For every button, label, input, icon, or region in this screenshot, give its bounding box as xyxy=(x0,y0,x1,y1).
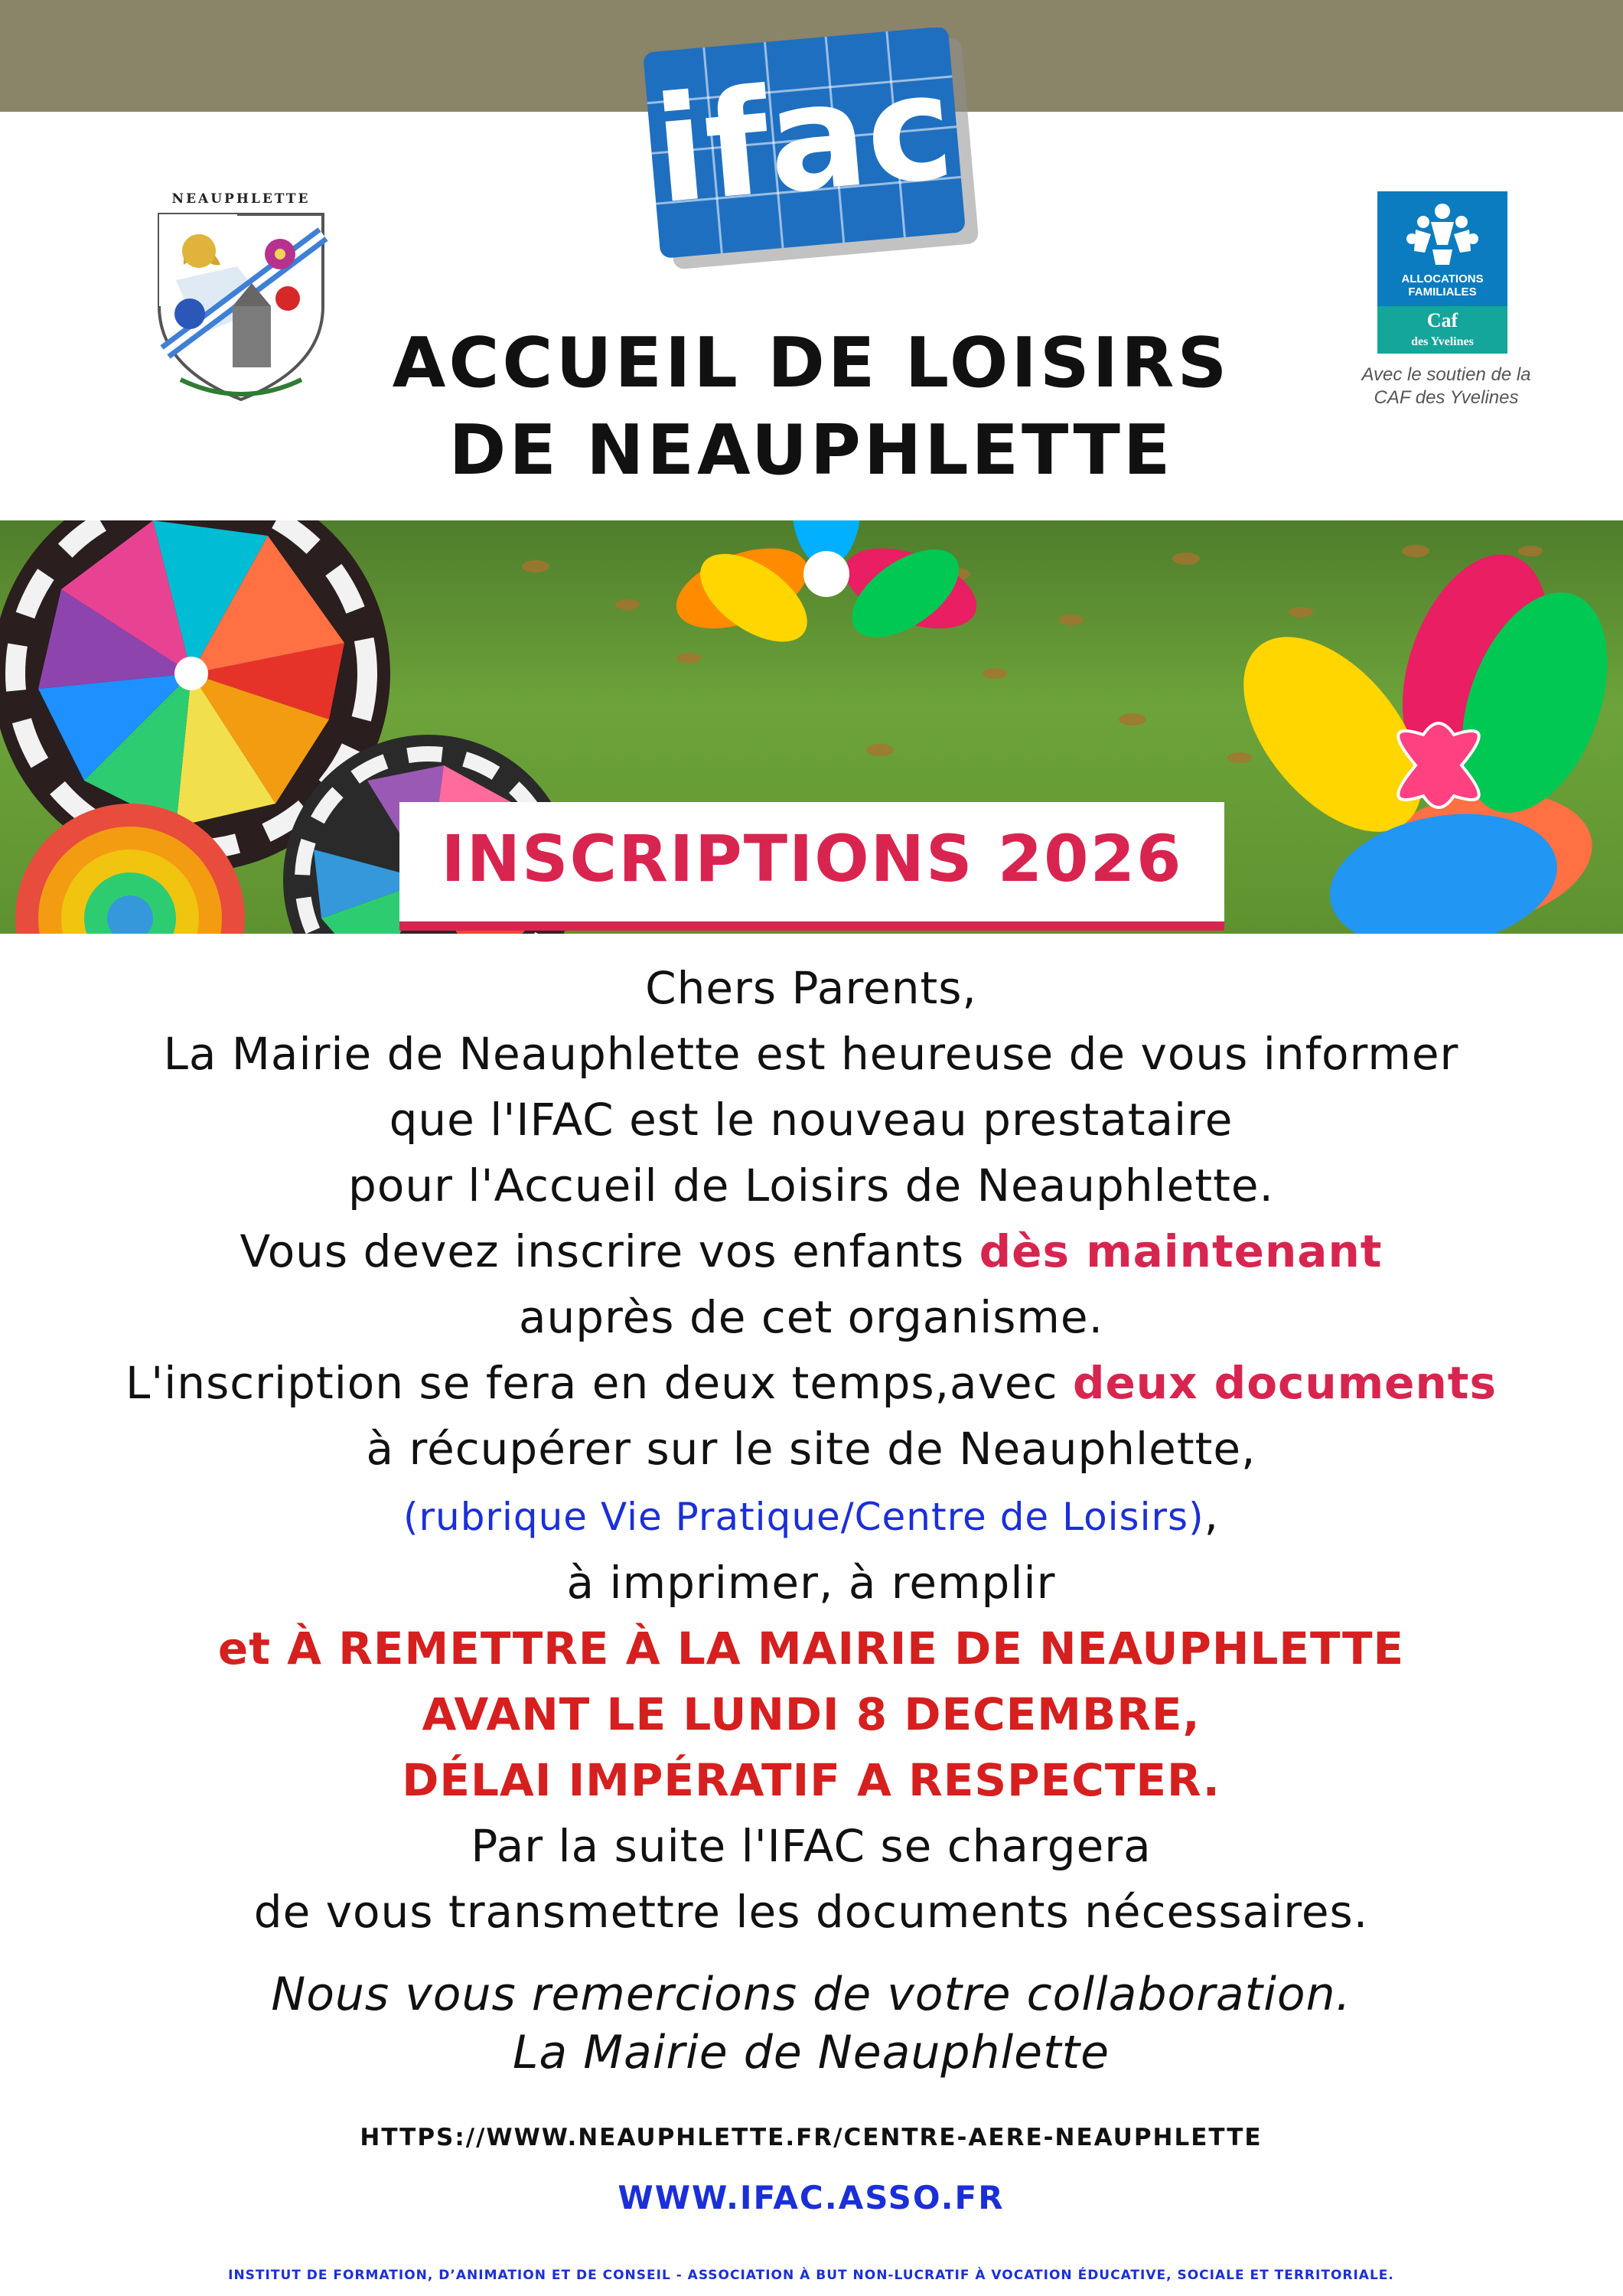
deadline-line-3: DÉLAI IMPÉRATIF A RESPECTER. xyxy=(402,1754,1221,1806)
title-line2: DE NEAUPHLETTE xyxy=(448,410,1174,491)
rubrique-link[interactable]: (rubrique Vie Pratique/Centre de Loisirs) xyxy=(402,1495,1204,1539)
crest-label: NEAUPHLETTE xyxy=(171,191,311,207)
page-title xyxy=(352,320,1270,494)
body-line-10: à imprimer, à remplir xyxy=(566,1557,1056,1609)
ifac-url-link[interactable]: WWW.IFAC.ASSO.FR xyxy=(618,2179,1005,2216)
ifac-logo xyxy=(641,28,986,272)
caf-name: Caf xyxy=(1426,309,1458,331)
caf-support-text xyxy=(1331,364,1561,409)
body-line-9-comma: , xyxy=(1204,1489,1220,1541)
body-line-7 xyxy=(46,1350,1576,1416)
body-line-5 xyxy=(46,1218,1576,1284)
neauphlette-crest xyxy=(153,191,329,406)
caf-families-line1: ALLOCATIONS xyxy=(1401,272,1484,285)
caf-families-text xyxy=(1377,272,1507,298)
body-line-14: Par la suite l'IFAC se chargera xyxy=(471,1820,1152,1872)
letter-body xyxy=(46,955,1576,1945)
body-line-5-emphasis: dès maintenant xyxy=(979,1225,1383,1277)
closing xyxy=(46,1965,1576,2082)
body-line-8: à récupérer sur le site de Neauphlette, xyxy=(366,1423,1256,1475)
body-line-5-text: Vous devez inscrire vos enfants xyxy=(240,1225,979,1277)
caf-logo xyxy=(1377,191,1507,354)
body-line-6: auprès de cet organisme. xyxy=(518,1291,1104,1343)
body-line-9 xyxy=(46,1482,1576,1550)
signature-line: La Mairie de Neauphlette xyxy=(512,2026,1110,2079)
body-line-15: de vous transmettre les documents nécessaires. xyxy=(253,1886,1369,1938)
ifac-logo-text: ifac xyxy=(648,41,960,236)
deadline-line-1: et À REMETTRE À LA MAIRIE DE NEAUPHLETTE xyxy=(217,1623,1405,1675)
caf-families-line2: FAMILIALES xyxy=(1408,285,1477,298)
body-line-2: La Mairie de Neauphlette est heureuse de vous informer xyxy=(163,1028,1459,1080)
deadline-line-2: AVANT LE LUNDI 8 DECEMBRE, xyxy=(422,1688,1201,1740)
body-line-4: pour l'Accueil de Loisirs de Neauphlette. xyxy=(348,1159,1274,1212)
footer-text: INSTITUT DE FORMATION, D’ANIMATION ET DE CONSEIL - ASSOCIATION À BUT NON-LUCRATIF À VOCATION ÉDUCATIVE, SOCIALE ET TERRITORIALE. xyxy=(228,2268,1394,2283)
body-line-7-emphasis: deux documents xyxy=(1072,1357,1498,1409)
neauphlette-url-link[interactable]: HTTPS://WWW.NEAUPHLETTE.FR/CENTRE-AERE-NEAUPHLETTE xyxy=(360,2124,1263,2151)
inscriptions-underline xyxy=(399,921,1224,931)
body-line-greeting: Chers Parents, xyxy=(645,962,977,1014)
body-line-3: que l'IFAC est le nouveau prestataire xyxy=(389,1094,1234,1146)
thanks-line: Nous vous remercions de votre collaboration. xyxy=(271,1968,1351,2021)
body-line-7-text: L'inscription se fera en deux temps,avec xyxy=(125,1357,1073,1409)
caf-department: des Yvelines xyxy=(1411,335,1474,348)
inscriptions-heading: INSCRIPTIONS 2026 xyxy=(441,821,1183,896)
caf-support-line2: CAF des Yvelines xyxy=(1374,387,1519,408)
caf-support-line1: Avec le soutien de la xyxy=(1361,364,1531,385)
title-line1: ACCUEIL DE LOISIRS xyxy=(392,323,1230,403)
